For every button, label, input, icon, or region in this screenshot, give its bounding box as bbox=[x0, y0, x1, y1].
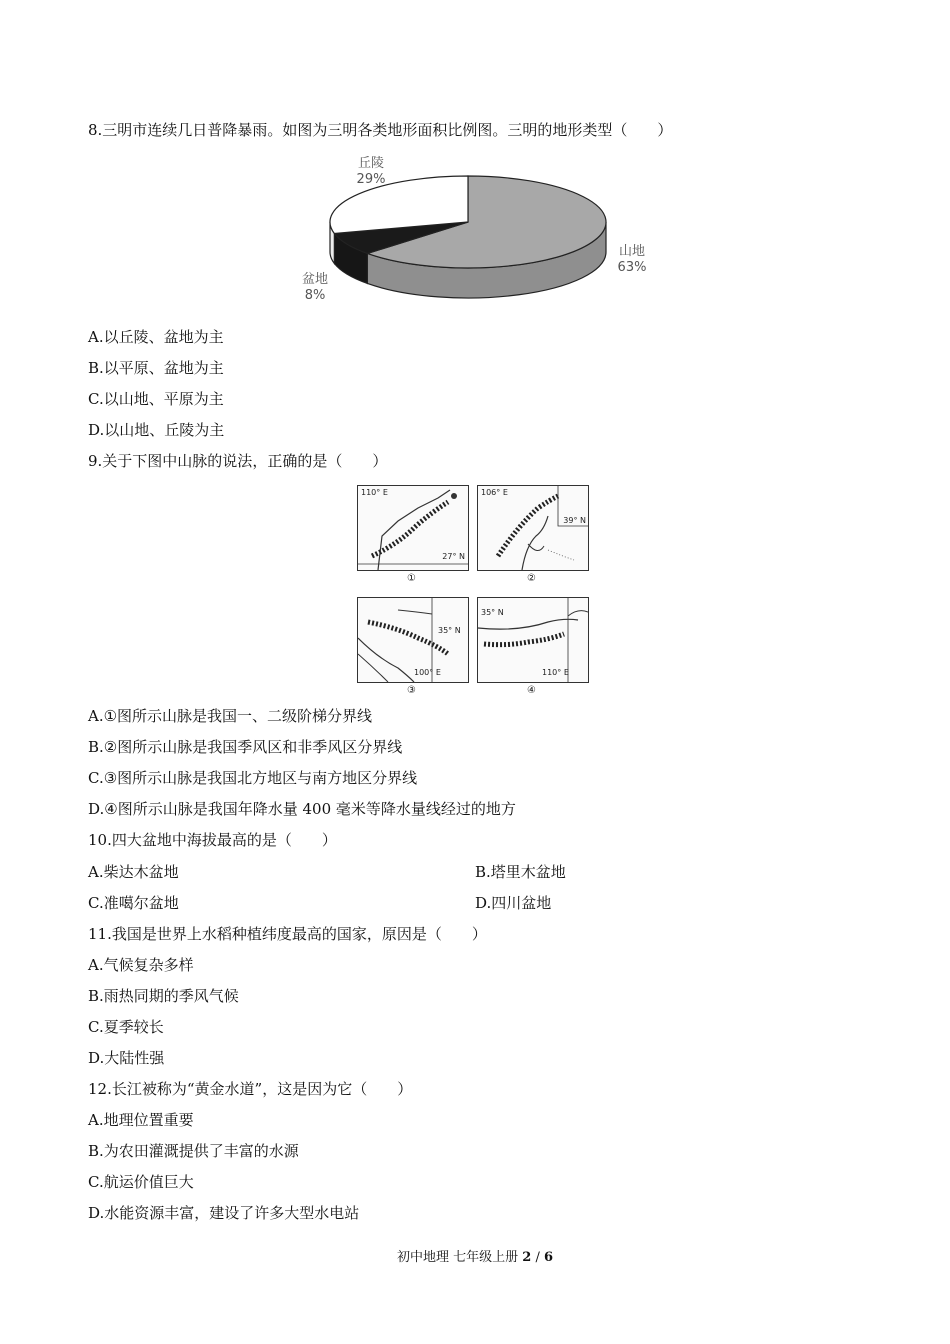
q8-stem: 8.三明市连续几日普降暴雨。如图为三明各类地形面积比例图。三明的地形类型（ ） bbox=[88, 121, 673, 139]
pie-value-mountain: 63% bbox=[617, 260, 647, 275]
q10-stem: 10.四大盆地中海拔最高的是（ ） bbox=[88, 831, 337, 849]
q9-stem: 9.关于下图中山脉的说法，正确的是（ ） bbox=[88, 452, 388, 470]
q8-option-c: C.以山地、平原为主 bbox=[88, 390, 224, 408]
map-2-number: ② bbox=[527, 573, 536, 584]
map-3-number: ③ bbox=[407, 685, 416, 696]
q9-option-d: D.④图所示山脉是我国年降水量 400 毫米等降水量线经过的地方 bbox=[88, 800, 516, 818]
map-4-number: ④ bbox=[527, 685, 536, 696]
map-3-lon: 100° E bbox=[414, 668, 441, 677]
map-1-lat: 27° N bbox=[442, 552, 465, 561]
q12-option-a: A.地理位置重要 bbox=[88, 1111, 194, 1129]
q11-stem: 11.我国是世界上水稻种植纬度最高的国家，原因是（ ） bbox=[88, 925, 487, 943]
q10-option-d: D.四川盆地 bbox=[475, 894, 552, 912]
map-4-lat: 35° N bbox=[481, 608, 504, 617]
pie-label-basin: 盆地 bbox=[301, 272, 328, 287]
pie-value-basin: 8% bbox=[304, 288, 326, 303]
mountain-maps-figure bbox=[355, 483, 593, 701]
map-2 bbox=[477, 485, 589, 571]
map-3-lat: 35° N bbox=[438, 626, 461, 635]
map-1-lon: 110° E bbox=[361, 488, 388, 497]
q11-option-a: A.气候复杂多样 bbox=[88, 956, 194, 974]
map-3 bbox=[357, 597, 469, 683]
pie-value-hill: 29% bbox=[356, 172, 386, 187]
q10-option-b: B.塔里木盆地 bbox=[475, 863, 566, 881]
map-4 bbox=[477, 597, 589, 683]
q8-option-d: D.以山地、丘陵为主 bbox=[88, 421, 225, 439]
q8-option-a: A.以丘陵、盆地为主 bbox=[88, 328, 224, 346]
pie-label-hill: 丘陵 bbox=[357, 156, 384, 171]
q11-option-b: B.雨热同期的季风气候 bbox=[88, 987, 239, 1005]
footer-total: 6 bbox=[543, 1250, 554, 1265]
map-2-lat: 39° N bbox=[563, 516, 586, 525]
footer-page: 2 bbox=[522, 1250, 532, 1265]
terrain-pie-chart bbox=[290, 150, 670, 322]
map-2-lon: 106° E bbox=[481, 488, 508, 497]
q12-option-d: D.水能资源丰富，建设了许多大型水电站 bbox=[88, 1204, 360, 1222]
page-footer bbox=[0, 1246, 950, 1265]
q8-option-b: B.以平原、盆地为主 bbox=[88, 359, 224, 377]
q12-stem: 12.长江被称为“黄金水道”，这是因为它（ ） bbox=[88, 1080, 413, 1098]
q11-option-c: C.夏季较长 bbox=[88, 1018, 164, 1036]
map-1 bbox=[357, 485, 469, 571]
map-4-lon: 110° E bbox=[542, 668, 569, 677]
q11-option-d: D.大陆性强 bbox=[88, 1049, 165, 1067]
q9-option-a: A.①图所示山脉是我国一、二级阶梯分界线 bbox=[88, 707, 373, 725]
q12-option-c: C.航运价值巨大 bbox=[88, 1173, 194, 1191]
q12-option-b: B.为农田灌溉提供了丰富的水源 bbox=[88, 1142, 299, 1160]
footer-sep: / bbox=[531, 1250, 544, 1265]
footer-course: 初中地理 七年级上册 bbox=[396, 1250, 519, 1265]
q9-option-c: C.③图所示山脉是我国北方地区与南方地区分界线 bbox=[88, 769, 418, 787]
q9-option-b: B.②图所示山脉是我国季风区和非季风区分界线 bbox=[88, 738, 403, 756]
pie-label-mountain: 山地 bbox=[618, 244, 645, 259]
map-1-number: ① bbox=[407, 573, 416, 584]
q10-option-a: A.柴达木盆地 bbox=[88, 863, 179, 881]
q10-option-c: C.准噶尔盆地 bbox=[88, 894, 179, 912]
